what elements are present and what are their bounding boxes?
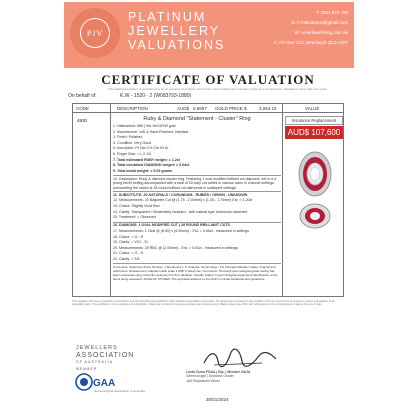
insurance-value: AUD$ 107,600 [285,126,343,139]
table-header-row [73,104,343,113]
detail-line: 3. Finish: Polished [113,135,143,140]
association-line-1: JEWELLERS [76,345,118,351]
contact-web[interactable]: W: www.bearhinng.com.au [294,30,348,35]
association-line-3: OF AUSTRALIA [76,360,114,364]
detail-line: 16. DIAMOND: 1 OVAL MODIFIED CUT | 28 ROUND BRILLIANT CUTS [113,223,230,228]
detail-line: 14. Clarity: Transparent / Moderately included - with natural type inclusions observed [113,209,248,214]
on-behalf-label: On behalf of: [68,93,97,99]
certificate-date: 30/01/2024 [206,397,229,402]
item-title: Ruby & Diamond "Statement - Cluster" Ring [143,116,251,122]
signer-block [186,370,296,383]
contact-email[interactable]: E: PJValuations@gmail.com [291,20,348,25]
detail-line: 20. Measurements: 28 RBC @ (2.00mm) - Est. = 0.04ct - measured in settings [113,245,238,250]
detail-line: 2. Manufacture: 14K & Hand Finished, Handset [113,129,189,134]
detail-line: 6. Finger Size: = L 0 1/4 [113,151,152,156]
ring-photo [293,144,337,232]
detail-line: 19. Clarity: = VS1 - SI [113,240,148,245]
brand-line-1: PLATINUM [128,10,207,24]
divider [113,263,281,264]
brand-line-2: JEWELLERY [128,24,221,38]
header-banner [64,2,354,68]
item-details [113,124,281,281]
logo-monogram: PJV [80,18,110,48]
valuation-table [72,103,344,297]
detail-line: 9. Total metal weight: = 9.09 grams [113,168,173,173]
contact-phone[interactable]: T: 0411 843 765 [316,10,348,15]
detail-description: 10. Description: Ruby & diamond cluster ring. Featuring 1 oval modified brilliant cut diamond, set in a 4 prong bezel setting accompanied with a total of 20 ruby cut rubies in various sizes in channel settings, surrounding the rubies is 28 round brilliant cut diamonds in scalloped settings. [113,176,276,190]
detail-line: 15. Treatment: = Observed [113,215,156,220]
divider [113,175,281,176]
detail-line: 13. Colour: Slightly Vivid Red [113,203,160,208]
gaa-name: GAA [93,378,116,389]
detail-line: 21. Colour: = G - H [113,251,144,256]
header-aud: AUD$ [177,105,190,111]
contact-address: A: PO Box 1111 Beenleigh QLD 4207 [273,40,348,45]
detail-line: 11. SUBSTITUTE: 20 NATURALS / CORUNDUM - RUBIES / ORIGIN - UNKNOWN [113,192,248,197]
brand-name [128,10,225,52]
header-aud-rate: 0.6597 [193,105,207,111]
header-gold-price: GOLD PRICE $ [215,105,247,111]
detail-line: 7. Total estimated RUBY weight: = 1.2ct [113,157,181,162]
jewellers-association-logo [76,345,156,373]
divider [113,191,281,192]
header-gold-value: 3,064.15 [259,105,277,111]
association-member: MEMBER [76,367,98,371]
signer-name: Linda Gunn FGAA | Dip. | Member NAJA [186,370,251,374]
detail-line: 17. Measurements: 1 Oval @ (6.50) x (4.00mm) - Est. = 0.60ct - measured in settings [113,228,249,233]
header-code: CODE [76,105,90,111]
intro-text: The attached jewellery is considered to be an accurate description and current retail replacement valuation at the time of inspection. Valuations expire after two years. [108,87,328,91]
footnote-text: This valuation has been conducted in accordance with the principles and guidelines of the Jewellers Association of Australia. The assessment is based on the condition of the item at the time of inspection and an examination of all accessible parts. This certificate is not a guarantee of authenticity. Values are provided for insurance replacement purposes only. Market values may differ and will depend on the circumstances of sale at the time of sale. [72,300,335,307]
contact-block [238,8,348,48]
detail-line: 12. Measurements: 20 Baguette Cut @ (1.75 - 2.00mm) x (1.35 - 1.75mm) Est. = 1.20ct [113,198,253,203]
gaa-subtitle: Gemmological Association of Australia [94,389,145,393]
detail-line: 5. Inscription: Pt Ctm 0.5 Cts 0/t Ur [113,146,169,151]
header-description: DESCRIPTION [117,105,148,111]
divider [113,222,281,223]
comments-text: Comments: Statement Piece Number: 1 Mentioned 1. 5. Analysis: Gemmology / 1% Principal Valuation Value: Original and retail piece. Replacement valuation table scale 1 RRP in Real Use. Comments: Thorough gemmological grade testing has been conducted using scientific equipment for this valuation. Usually subject to gemmological equipment identification of the items being assessed. ZONE OF STONES: The appraisal adheres to the AGP's minimal standards and guidelines. [113,265,278,282]
insurance-label: Insurance Replacement [285,116,343,125]
header-value: VALUE [305,105,320,111]
detail-line: 22. Clarity: = SI1 [113,256,140,261]
item-code: 4830 [77,118,88,123]
detail-line: 4. Condition: Very Good [113,140,152,145]
signature [200,347,280,369]
signer-title-1: Gemmologist | Diamond Grader [186,374,234,379]
customer-reference: K.W - 1520 - 2 (W083793-1880) [120,93,192,99]
detail-line: 18. Colour: = G - H [113,234,144,239]
document-title: CERTIFICATE OF VALUATION [101,72,315,87]
on-behalf-line [68,93,191,99]
column-divider [282,104,283,296]
column-divider [110,104,111,296]
insurance-box [285,116,343,139]
detail-line: 8. Total combined DIAMOND weight: = 0.64ct [113,163,190,168]
signer-title-2: JAA Registered Valuer [186,378,220,383]
association-line-2: ASSOCIATION [76,352,135,359]
detail-line: 1. Hallmarked: 585 ( 9ct Yel/18YW gold [113,124,176,128]
logo [70,8,120,58]
brand-line-3: VALUATIONS [128,38,226,52]
